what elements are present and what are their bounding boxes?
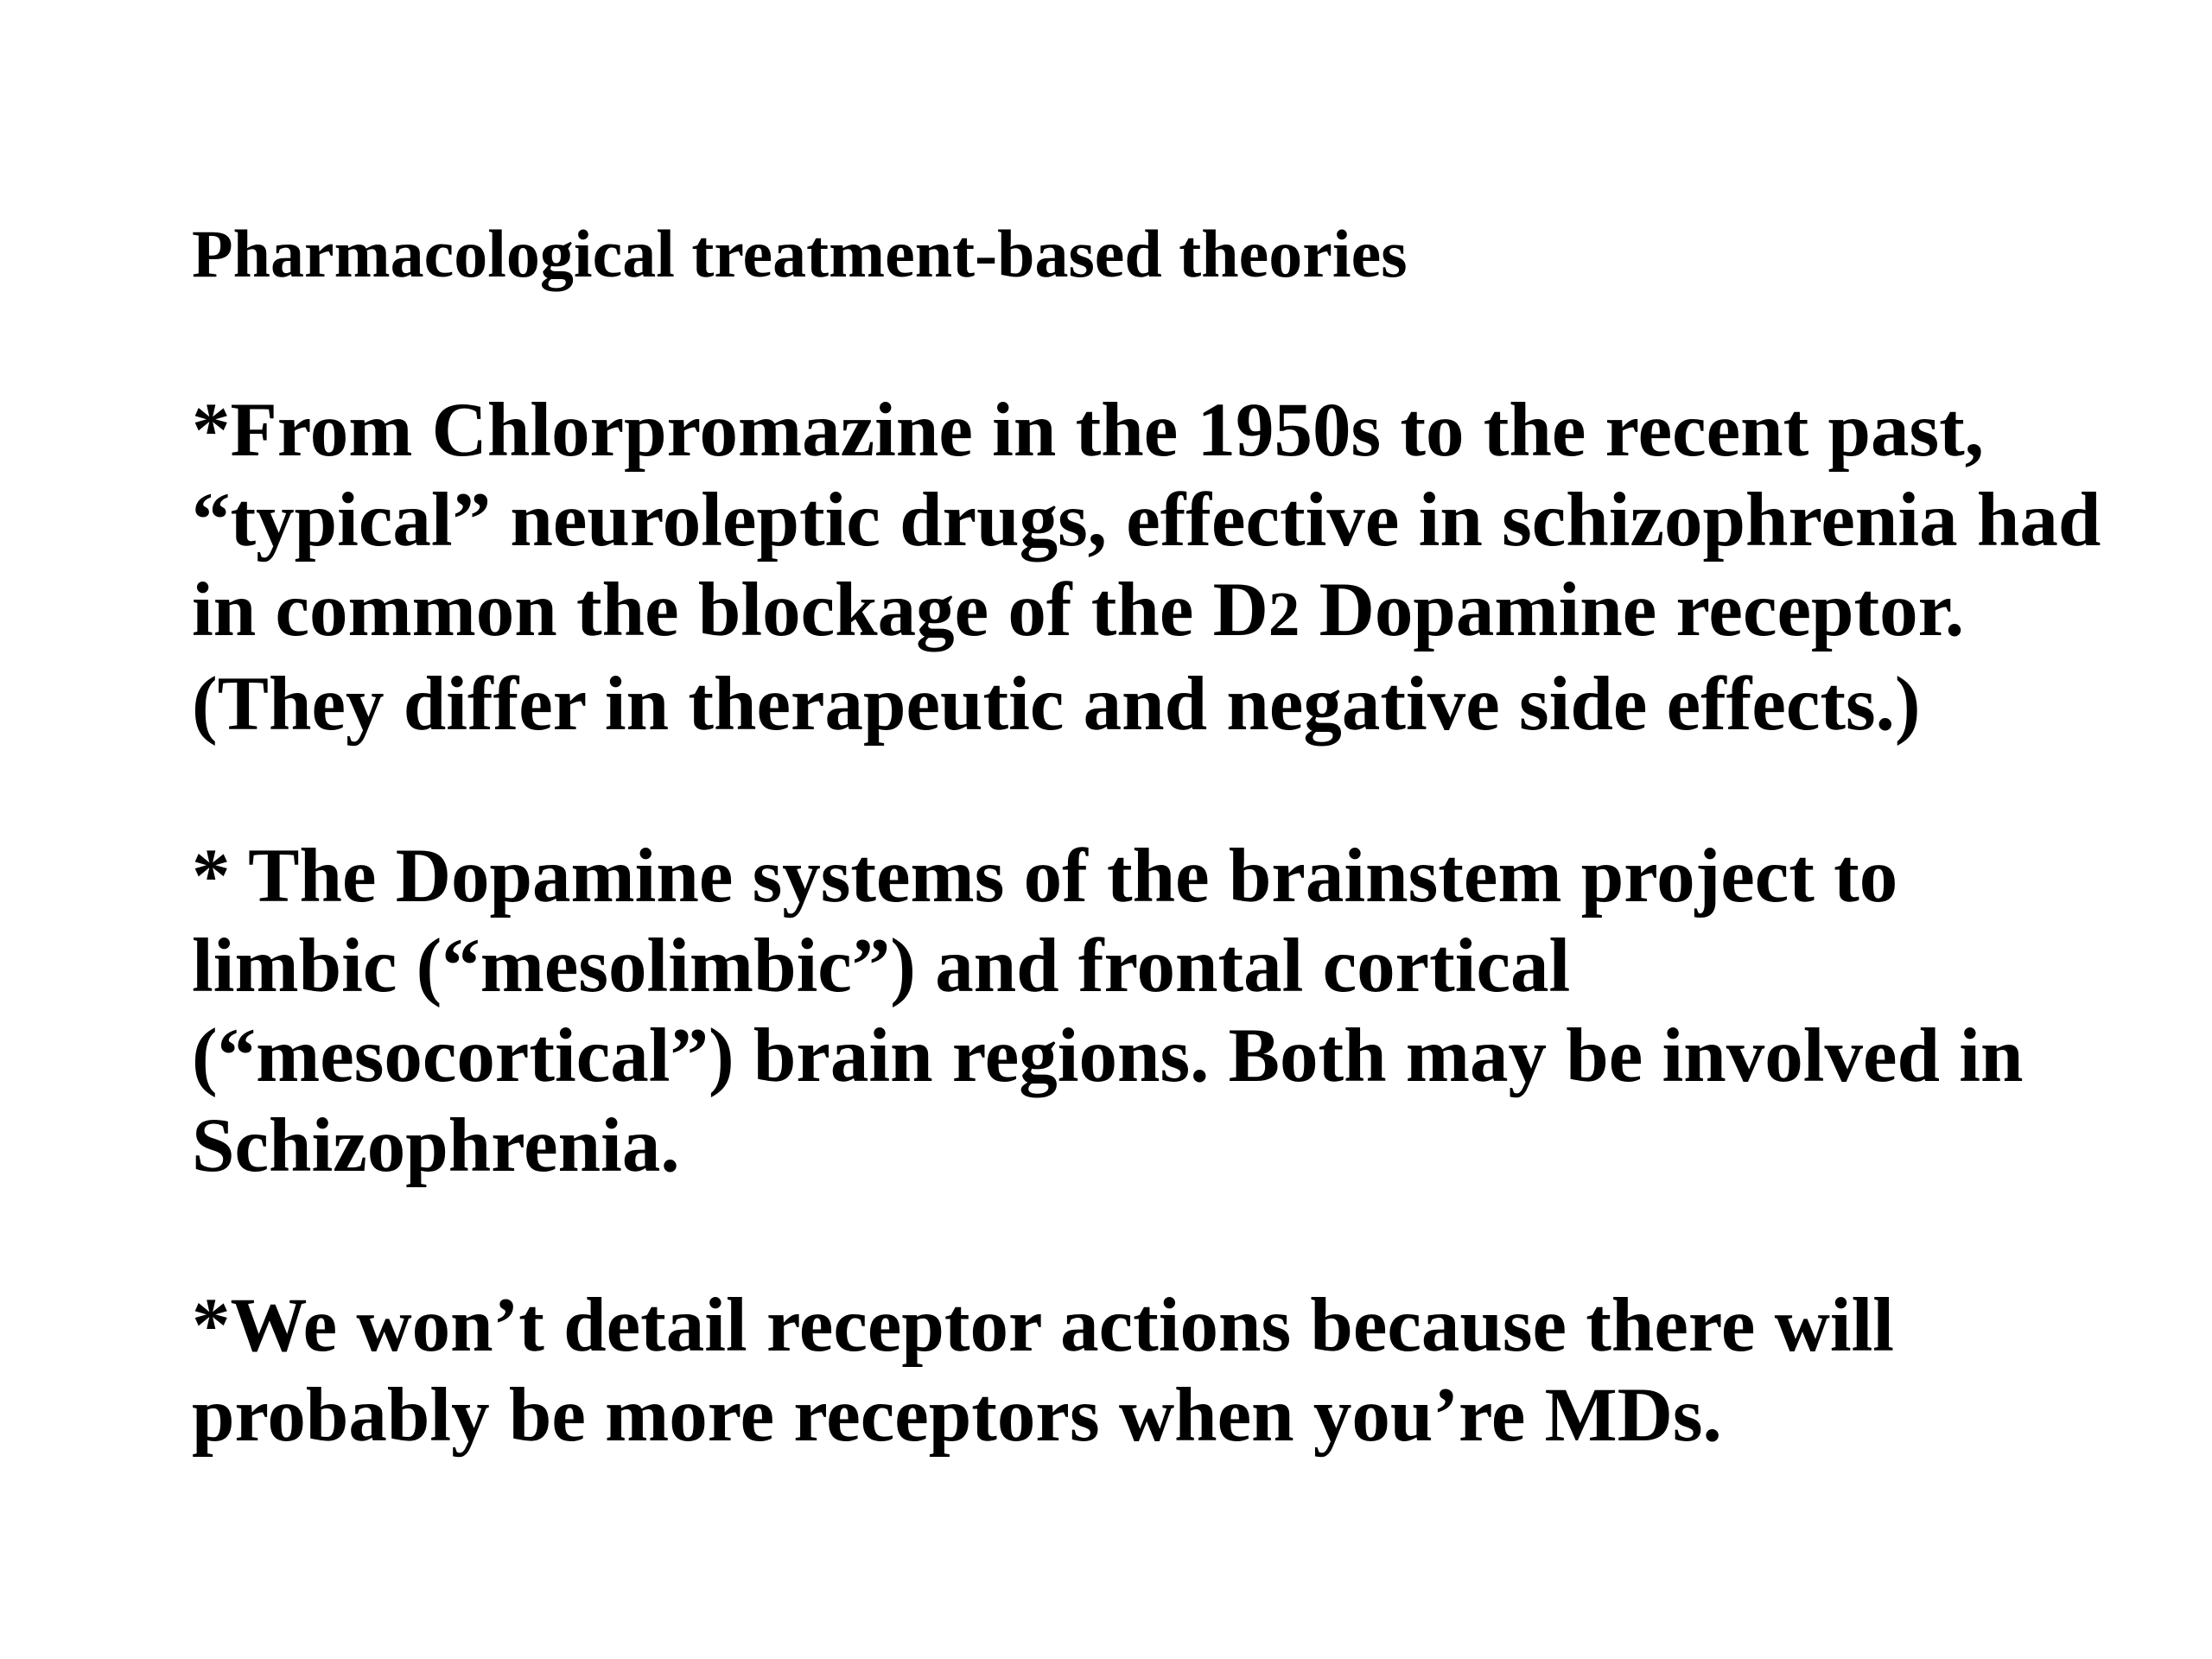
paragraph-line: limbic (“mesolimbic”) and frontal cortical — [192, 924, 1571, 1008]
paragraph-line: * The Dopamine systems of the brainstem project to — [192, 834, 1898, 918]
paragraph-line: “typical” neuroleptic drugs, effective in schizophrenia had — [192, 478, 2101, 563]
paragraph-dopamine-systems — [192, 831, 2023, 1191]
paragraph-line — [192, 565, 2101, 659]
paragraph-text: Dopamine receptor. — [1300, 568, 1965, 652]
paragraph-line: *We won’t detail receptor actions because there will — [192, 1283, 1895, 1368]
paragraph-line: (They differ in therapeutic and negative side effects.) — [192, 662, 1921, 747]
paragraph-line: (“mesocortical”) brain regions. Both may be involved in — [192, 1014, 2024, 1098]
paragraph-line: Schizophrenia. — [192, 1103, 680, 1188]
receptor-subscript: 2 — [1268, 579, 1300, 649]
paragraph-line: probably be more receptors when you’re MDs. — [192, 1373, 1722, 1458]
slide-title: Pharmacological treatment-based theories — [192, 216, 1408, 291]
paragraph-typical-neuroleptics — [192, 385, 2101, 749]
paragraph-receptor-actions — [192, 1281, 1894, 1460]
paragraph-text: in common the blockage of the D — [192, 568, 1268, 652]
paragraph-line: *From Chlorpromazine in the 1950s to the recent past, — [192, 388, 1984, 473]
